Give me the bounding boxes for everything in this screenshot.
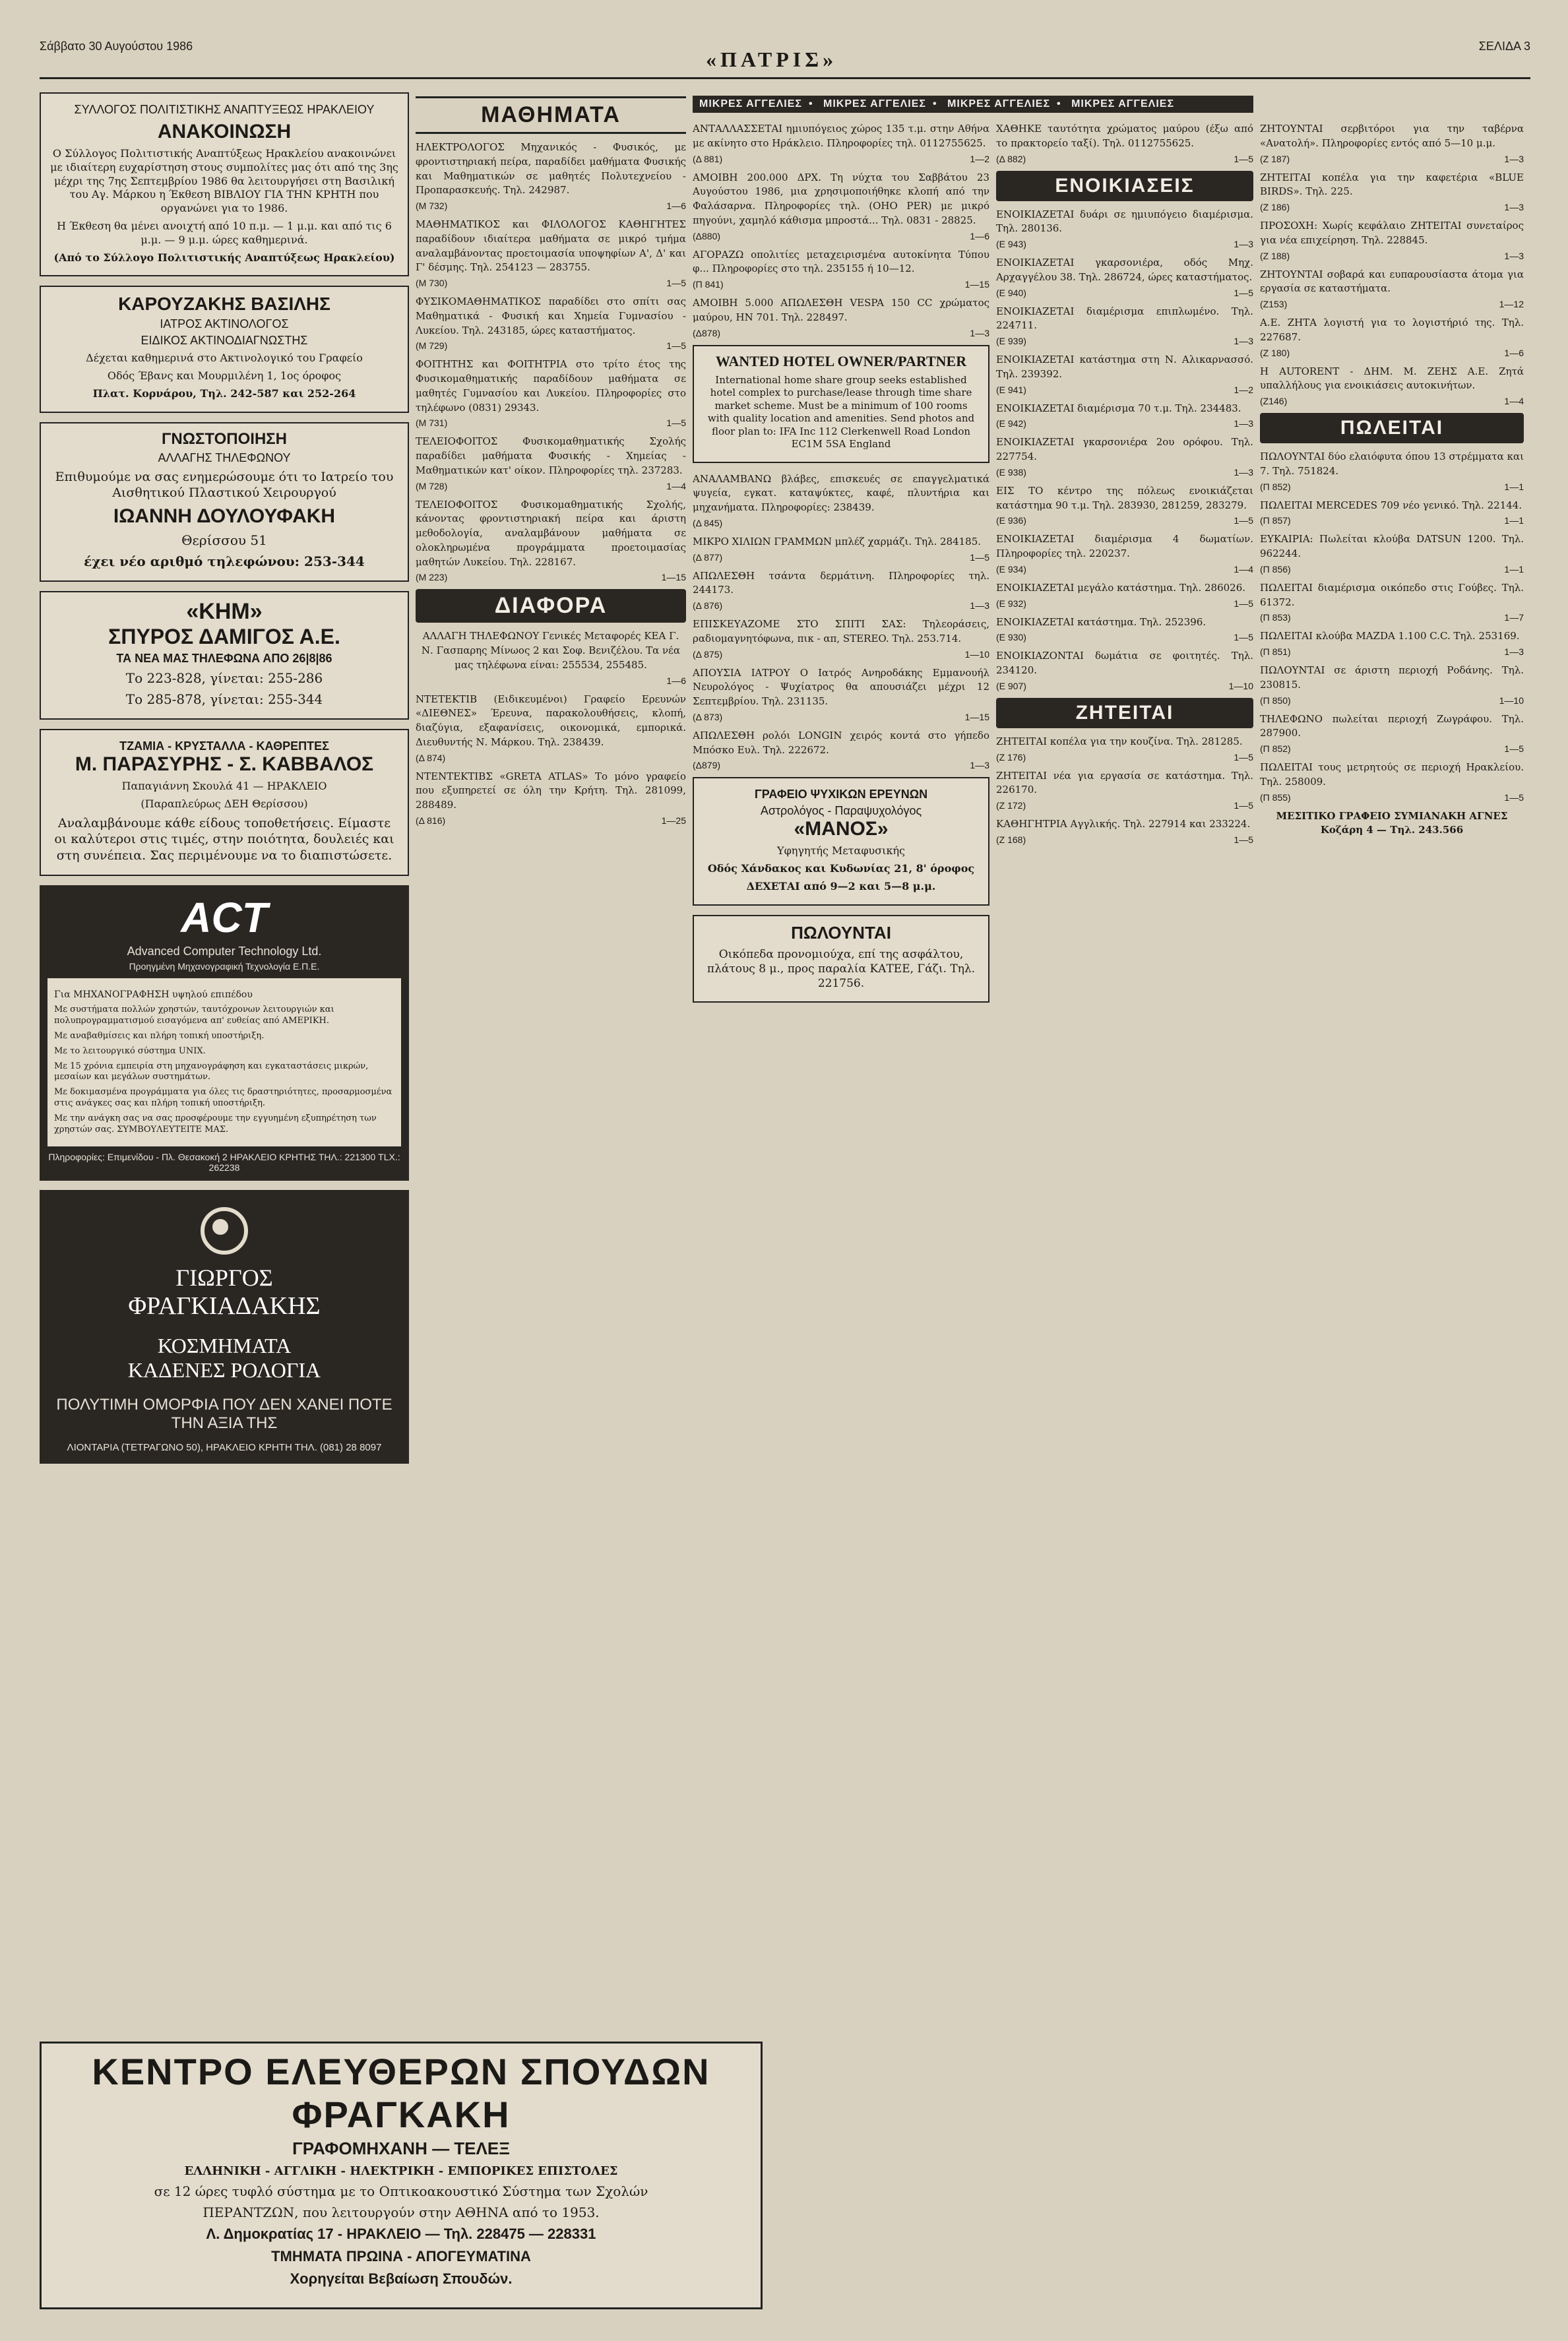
phone-change-sub: ΑΛΛΑΓΗΣ ΤΗΛΕΦΩΝΟΥ xyxy=(158,451,291,464)
act-sub: Προηγμένη Μηχανογραφική Τεχνολογία Ε.Π.Ε. xyxy=(129,960,320,972)
ad-dates: 1—6 xyxy=(970,230,989,241)
ad-dates: 1—2 xyxy=(970,153,989,164)
ad-dates: 1—5 xyxy=(666,340,686,352)
classified-ad xyxy=(693,296,989,338)
ad-dates: 1—5 xyxy=(970,551,989,563)
rental-ad xyxy=(996,305,1253,347)
ad-ref: (Δ 882) xyxy=(996,153,1026,164)
school-brand: ΠΕΡΑΝΤΖΩΝ, που λειτουργούν στην ΑΘΗΝΑ από το 1953. xyxy=(203,2204,600,2220)
ad-ref: (Μ 223) xyxy=(416,572,448,583)
ad-ref: (Π 855) xyxy=(1260,792,1291,803)
ad-ref: (Δ 877) xyxy=(693,551,723,563)
detective-ad-2: ΝΤΕΝΤΕΚΤΙΒΣ «GRETA ATLAS» Το μόνο γραφείο που εξυπηρετεί σε όλη την Κρήτη. Τηλ. 281099, 288489. xyxy=(416,770,686,811)
classified-ad xyxy=(693,666,989,722)
jewellery-address: ΛΙΟΝΤΑΡΙΑ (ΤΕΤΡΑΓΩΝΟ 50), ΗΡΑΚΛΕΙΟ ΚΡΗΤΗ ΤΗΛ. (081) 28 8097 xyxy=(67,1441,382,1453)
act-bullet: Με το λειτουργικό σύστημα UNIX. xyxy=(54,1046,206,1056)
wanted-ad xyxy=(996,817,1253,845)
glass-name: Μ. ΠΑΡΑΣΥΡΗΣ - Σ. ΚΑΒΒΑΛΟΣ xyxy=(75,753,374,776)
jewellery-ad xyxy=(40,1190,409,1464)
wanted-ad xyxy=(1260,122,1524,164)
announcement-box xyxy=(40,92,409,276)
ad-ref: (Ε 930) xyxy=(996,632,1026,643)
math-ad xyxy=(416,498,686,583)
glass-address: Παπαγιάννη Σκουλά 41 — ΗΡΑΚΛΕΙΟ xyxy=(121,780,327,793)
land-sale-ad xyxy=(693,915,989,1003)
ad-text: ΑΜΟΙΒΗ 5.000 ΑΠΩΛΕΣΘΗ VESPA 150 CC χρώματος μαύρου, ΗΝ 701. Τηλ. 228497. xyxy=(693,297,989,323)
jeweller-first-name: ΓΙΩΡΓΟΣ xyxy=(175,1264,273,1291)
act-ad xyxy=(40,885,409,1181)
section-rentals: ΕΝΟΙΚΙΑΣΕΙΣ xyxy=(996,171,1253,201)
ad-text: ΠΩΛΟΥΝΤΑΙ σε άριστη περιοχή Ροδάνης. Τηλ. 230815. xyxy=(1260,664,1524,691)
ad-ref: (Μ 732) xyxy=(416,201,448,211)
ad-text: ΕΙΣ ΤΟ κέντρο της πόλεως ενοικιάζεται κατάστημα 90 τ.μ. Τηλ. 283930, 281259, 283279. xyxy=(996,484,1253,511)
ad-text: ΕΝΟΙΚΙΑΖΕΤΑΙ μεγάλο κατάστημα. Τηλ. 286026. xyxy=(996,581,1246,594)
ad-dates: 1—25 xyxy=(661,815,686,826)
sale-ad xyxy=(1260,532,1524,575)
ad-dates: 1—5 xyxy=(1234,515,1253,526)
ad-text: ΑΝΤΑΛΛΑΣΣΕΤΑΙ ημιυπόγειος χώρος 135 τ.μ. στην Αθήνα με ακίνητο στο Ηράκλειο. Πληροφορίες τηλ. 0112755625. xyxy=(693,123,989,149)
khm-phone-1: Το 223-828, γίνεται: 255-286 xyxy=(125,670,323,687)
phone-change-heading: ΓΝΩΣΤΟΠΟΙΗΣΗ xyxy=(161,429,288,448)
ad-ref: (Ζ 168) xyxy=(996,834,1026,845)
announcement-text: Ο Σύλλογος Πολιτιστικής Αναπτύξεως Ηρακλείου ανακοινώνει με ιδιαίτερη ευχαρίστηση στους συμπολίτες μας ότι από της 3ης μέχρι της 7ης Σεπτεμβρίου 1986 θα λειτουργήσει στη Βασιλική του Αγ. Μάρκου η Έκθεση ΒΙΒΛΙΟΥ ΓΙΑ ΤΗΝ ΚΡΗΤΗ που οργανώνει για το 1986. xyxy=(50,147,398,215)
ad-ref: (Δ 876) xyxy=(693,600,723,611)
ad-ref: (Δ 881) xyxy=(693,153,723,164)
ad-ref: (Ζ 180) xyxy=(1260,347,1290,358)
classified-ad xyxy=(693,617,989,660)
wanted-hotel-ad xyxy=(693,345,989,463)
section-for-sale: ΠΩΛΕΙΤΑΙ xyxy=(1260,413,1524,443)
ad-text: ΖΗΤΟΥΝΤΑΙ σοβαρά και ευπαρουσίαστα άτομα για εργασία σε καταστήματα. xyxy=(1260,268,1524,295)
ad-text: ΠΡΟΣΟΧΗ: Χωρίς κεφάλαιο ΖΗΤΕΙΤΑΙ συνεταίρος για νέα επιχείρηση. Τηλ. 228845. xyxy=(1260,220,1524,246)
classified-ad xyxy=(693,171,989,241)
land-sale-heading: ΠΩΛΟΥΝΤΑΙ xyxy=(791,922,891,943)
ad-text: ΚΑΘΗΓΗΤΡΙΑ Αγγλικής. Τηλ. 227914 και 233224. xyxy=(996,818,1251,830)
psychic-name: «ΜΑΝΟΣ» xyxy=(794,818,889,840)
rental-ad xyxy=(996,208,1253,250)
psychic-address: Οδός Χάνδακος και Κυδωνίας 21, 8' όροφος xyxy=(707,862,975,875)
ad-ref: (Δ 816) xyxy=(416,815,446,826)
ad-dates: 1—1 xyxy=(1504,563,1524,575)
math-ad xyxy=(416,358,686,428)
announcement-signature: (Από το Σύλλογο Πολιτιστικής Αναπτύξεως Ηρακλείου) xyxy=(53,251,395,264)
column-1 xyxy=(40,92,409,1473)
ad-text: ΕΥΚΑΙΡΙΑ: Πωλείται κλούβα DATSUN 1200. Τηλ. 962244. xyxy=(1260,533,1524,559)
ad-ref: (Ε 941) xyxy=(996,384,1026,395)
glass-title: ΤΖΑΜΙΑ - ΚΡΥΣΤΑΛΛΑ - ΚΑΘΡΕΠΤΕΣ xyxy=(119,739,329,753)
act-bullet: Με την ανάγκη σας να σας προσφέρουμε την εγγυημένη εξυπηρέτηση των χρηστών σας. ΣΥΜΒΟΥΛΕΥΤΕΙΤΕ ΜΑΣ. xyxy=(54,1113,377,1135)
phone-change-ad xyxy=(40,422,409,582)
column-3 xyxy=(693,122,989,1012)
banner-label: ΜΙΚΡΕΣ ΑΓΓΕΛΙΕΣ xyxy=(823,98,927,109)
act-bullet: Με 15 χρόνια εμπειρία στη μηχανογράφηση και εγκαταστάσεις μικρών, μεσαίων και μεγάλων συστημάτων. xyxy=(54,1061,369,1082)
wanted-ad xyxy=(1260,268,1524,310)
ad-text: ΠΩΛΕΙΤΑΙ MERCEDES 709 νέο γενικό. Τηλ. 22144. xyxy=(1260,499,1522,511)
classified-ad xyxy=(693,729,989,771)
ad-dates: 1—5 xyxy=(1234,834,1253,845)
doctor-ad xyxy=(40,286,409,412)
ad-text: ΕΝΟΙΚΙΑΖΟΝΤΑΙ δωμάτια σε φοιτητές. Τηλ. 234120. xyxy=(996,650,1253,676)
ad-dates: 1—15 xyxy=(964,279,989,290)
ad-dates: 1—10 xyxy=(1228,680,1253,691)
ad-text: ΕΝΟΙΚΙΑΖΕΤΑΙ γκαρσονιέρα, οδός Μηχ. Αρχαγγέλου 38. Τηλ. 286724, ώρες καταστήματος. xyxy=(996,257,1253,283)
psychic-desc: Υφηγητής Μεταφυσικής xyxy=(777,844,905,858)
ad-ref: (Ζ 186) xyxy=(1260,202,1290,212)
khm-title: «ΚΗΜ» xyxy=(186,599,263,625)
column-2 xyxy=(416,92,686,832)
ad-text: ΗΛΕΚΤΡΟΛΟΓΟΣ Μηχανικός - Φυσικός, με φροντιστηριακή πείρα, παραδίδει μαθήματα Φυσικής και Μαθηματικών σε μαθητές Πολυτεχνείου - Προπαρασκευής. Τηλ. 242987. xyxy=(416,141,686,197)
rental-ad xyxy=(996,581,1253,609)
ad-ref: (Ε 936) xyxy=(996,515,1026,526)
rental-ad xyxy=(996,649,1253,691)
ad-ref: (Δ 875) xyxy=(693,648,723,660)
ad-ref: (Ε 942) xyxy=(996,418,1026,429)
ad-ref: (Ζ153) xyxy=(1260,299,1288,309)
ad-dates: 1—4 xyxy=(1234,563,1253,575)
wanted-ad xyxy=(996,769,1253,811)
school-sub: ΓΡΑΦΟΜΗΧΑΝΗ — ΤΕΛΕΞ xyxy=(292,2138,510,2158)
ad-dates: 1—3 xyxy=(1504,153,1524,164)
ad-dates: 1—5 xyxy=(1234,153,1253,164)
ad-ref: (Ε 938) xyxy=(996,466,1026,478)
act-bullet: Με δοκιμασμένα προγράμματα για όλες τις δραστηριότητες, προσαρμοσμένα στις ανάγκες σας και πλήρη τοπική υποστήριξη. xyxy=(54,1087,392,1109)
school-times: ΤΜΗΜΑΤΑ ΠΡΩΙΝΑ - ΑΠΟΓΕΥΜΑΤΙΝΑ xyxy=(271,2248,531,2264)
psychic-sub: Αστρολόγος - Παραψυχολόγος xyxy=(760,804,922,818)
ad-ref: (Δ 874) xyxy=(416,752,446,763)
detective-ad: ΝΤΕΤΕΚΤΙΒ (Ειδικευμένοι) Γραφείο Ερευνών «ΔΙΕΘΝΕΣ» Έρευνα, παρακολουθήσεις, κλοπή, διαζύγια, εξαφανίσεις, οικονομικά, εμπορικά. Διευθυντής Ν. Μάρκου. Τηλ. 238439. xyxy=(416,693,686,748)
ad-text: ΖΗΤΟΥΝΤΑΙ σερβιτόροι για την ταβέρνα «Ανατολή». Πληροφορίες εντός από 5—10 μ.μ. xyxy=(1260,123,1524,149)
phone-change-notice: ΑΛΛΑΓΗ ΤΗΛΕΦΩΝΟΥ Γενικές Μεταφορές ΚΕΑ Γ. Ν. Γασπαρης Μίνωος 2 και Σοφ. Βενιζέλου. Τα νέα μας τηλέφωνα είναι: 255534, 255485. xyxy=(421,630,681,671)
ad-dates: 1—1 xyxy=(1504,515,1524,526)
classified-ad xyxy=(693,535,989,563)
wanted-ad xyxy=(1260,316,1524,358)
math-ad xyxy=(416,218,686,288)
classified-ad xyxy=(693,122,989,164)
ad-dates: 1—10 xyxy=(1499,695,1524,706)
wanted-heading: WANTED HOTEL OWNER/PARTNER xyxy=(715,352,967,369)
ad-text: ΤΕΛΕΙΟΦΟΙΤΟΣ Φυσικομαθηματικής Σχολής παραδίδει μαθήματα Φυσικής - Χημείας - Μαθηματικών κατ' οίκον. Πληροφορίες τηλ. 237283. xyxy=(416,435,686,476)
psychic-ad xyxy=(693,777,989,905)
issue-date: Σάββατο 30 Αυγούστου 1986 xyxy=(40,40,193,53)
ad-text: ΕΝΟΙΚΙΑΖΕΤΑΙ διαμέρισμα επιπλωμένο. Τηλ. 224711. xyxy=(996,305,1253,332)
ad-ref: (Π 856) xyxy=(1260,563,1291,575)
glass-ad xyxy=(40,729,409,876)
ad-ref: (Π 852) xyxy=(1260,743,1291,754)
act-logo: ACT xyxy=(181,893,268,941)
jewellery-slogan: ΠΟΛΥΤΙΜΗ ΟΜΟΡΦΙΑ ΠΟΥ ΔΕΝ ΧΑΝΕΙ ΠΟΤΕ ΤΗΝ ΑΞΙΑ ΤΗΣ xyxy=(56,1395,392,1432)
sale-ad xyxy=(1260,809,1524,838)
sale-ad xyxy=(1260,629,1524,657)
header-rule xyxy=(40,77,1530,79)
ad-dates: 1—2 xyxy=(1234,384,1253,395)
ad-text: ΧΑΘΗΚΕ ταυτότητα χρώματος μαύρου (έξω από το πρακτορείο ταξί). Τηλ. 0112755625. xyxy=(996,123,1253,149)
ad-dates: 1—1 xyxy=(1504,481,1524,492)
ad-dates: 1—5 xyxy=(1234,598,1253,609)
jewellery-line-2: ΚΑΔΕΝΕΣ ΡΟΛΟΓΙΑ xyxy=(127,1358,321,1382)
section-math: ΜΑΘΗΜΑΤΑ xyxy=(416,96,686,134)
ad-dates: 1—3 xyxy=(1504,250,1524,261)
column-4 xyxy=(996,122,1253,852)
jewellery-line-1: ΚΟΣΜΗΜΑΤΑ xyxy=(157,1333,292,1358)
khm-ad xyxy=(40,591,409,720)
khm-sub: ΤΑ ΝΕΑ ΜΑΣ ΤΗΛΕΦΩΝΑ ΑΠΟ 26|8|86 xyxy=(116,652,332,666)
announcement-hours: Η Έκθεση θα μένει ανοιχτή από 10 π.μ. — 1 μ.μ. και από τις 6 μ.μ. — 9 μ.μ. ώρες καθημερινά. xyxy=(57,219,392,246)
phone-change-text: Επιθυμούμε να σας ενημερώσουμε ότι το Ιατρείο του Αισθητικού Πλαστικού Χειρουργού xyxy=(55,469,394,501)
classified-ad xyxy=(996,122,1253,164)
ad-ref: (Δ878) xyxy=(693,327,721,338)
psychic-hours: ΔΕΧΕΤΑΙ από 9—2 και 5—8 μ.μ. xyxy=(746,879,936,892)
ad-text: ΜΕΣΙΤΙΚΟ ΓΡΑΦΕΙΟ ΣΥΜΙΑΝΑΚΗ ΑΓΝΕΣ Κοζάρη 4 — Τηλ. 243.566 xyxy=(1276,809,1508,836)
ad-ref: (Ε 934) xyxy=(996,563,1026,575)
ad-text: H AUTORENT - ΔΗΜ. Μ. ΖΕΗΣ Α.Ε. Ζητά υπαλλήλους για ενοικιάσεις αυτοκινήτων. xyxy=(1260,365,1524,392)
ad-text: ΤΕΛΕΙΟΦΟΙΤΟΣ Φυσικομαθηματικής Σχολής, κάνοντας φροντιστηριακή πείρα και άριστη μεθοδολογία, αναλαμβάνουν μαθήματα σε ολοκληρωμένα προγράμματα προετοιμασίας μαθητών Λυκείου. Τηλ. 228167. xyxy=(416,498,686,568)
doctor-name: ΚΑΡΟΥΖΑΚΗΣ ΒΑΣΙΛΗΣ xyxy=(118,294,330,315)
ad-text: ΠΩΛΕΙΤΑΙ κλούβα MAZDA 1.100 C.C. Τηλ. 253169. xyxy=(1260,630,1520,642)
act-bullet: Με αναβαθμίσεις και πλήρη τοπική υποστήριξη. xyxy=(54,1030,265,1041)
ad-ref: (Δ 873) xyxy=(693,711,723,722)
doctor-phone: Πλατ. Κορνάρου, Τηλ. 242-587 και 252-264 xyxy=(92,387,356,400)
assoc-title: ΣΥΛΛΟΓΟΣ ΠΟΛΙΤΙΣΤΙΚΗΣ ΑΝΑΠΤΥΞΕΩΣ ΗΡΑΚΛΕΙΟΥ xyxy=(74,103,375,116)
school-address: Λ. Δημοκρατίας 17 - ΗΡΑΚΛΕΙΟ — Τηλ. 228475 — 228331 xyxy=(206,2226,596,2242)
ad-ref: (Π 850) xyxy=(1260,695,1291,706)
ad-dates: 1—6 xyxy=(1504,347,1524,358)
doctor-specialty: ΕΙΔΙΚΟΣ ΑΚΤΙΝΟΔΙΑΓΝΩΣΤΗΣ xyxy=(141,334,308,348)
ad-ref: (Π 852) xyxy=(1260,481,1291,492)
ad-text: ΠΩΛΕΙΤΑΙ τους μετρητούς σε περιοχή Ηρακλείου. Τηλ. 258009. xyxy=(1260,761,1524,788)
act-intro: Για ΜΗΧΑΝΟΓΡΑΦΗΣΗ υψηλού επιπέδου xyxy=(54,989,253,1000)
surgeon-address: Θερίσσου 51 xyxy=(181,532,267,549)
ad-text: ΠΩΛΕΙΤΑΙ διαμέρισμα οικόπεδο στις Γούβες. Τηλ. 61372. xyxy=(1260,581,1524,608)
wanted-ad xyxy=(996,735,1253,763)
ad-dates: 1—5 xyxy=(1504,743,1524,754)
ad-dates: 1—10 xyxy=(964,648,989,660)
rental-ad xyxy=(996,256,1253,298)
ad-dates: 1—3 xyxy=(1234,239,1253,249)
ad-ref: (Ζ146) xyxy=(1260,396,1288,406)
math-ad xyxy=(416,140,686,211)
ad-text: ΦΟΙΤΗΤΗΣ και ΦΟΙΤΗΤΡΙΑ στο τρίτο έτος της Φυσικομαθηματικής παραδίδουν μαθήματα σε μαθητές Γυμνασίου και Λυκείου. Πληροφορίες στο τηλέφωνο (0831) 29343. xyxy=(416,358,686,414)
act-bullet: Με συστήματα πολλών χρηστών, ταυτόχρονων λειτουργιών και πολυπρογραμματισμού εισαγόμενα απ' ευθείας από ΑΜΕΡΙΚΗ. xyxy=(54,1004,334,1026)
ad-text: ΠΩΛΟΥΝΤΑΙ δύο ελαιόφυτα όπου 13 στρέμματα και 7. Τηλ. 751824. xyxy=(1260,451,1524,477)
ad-dates: 1—3 xyxy=(1234,336,1253,346)
wanted-ad xyxy=(1260,219,1524,261)
ad-text: ΑΓΟΡΑΖΩ οπολιτίες μεταχειρισμένα αυτοκίνητα Τύπου φ... Πληροφορίες στο τηλ. 235155 ή 10—12. xyxy=(693,248,989,275)
jeweller-surname: ΦΡΑΓΚΙΑΔΑΚΗΣ xyxy=(128,1292,321,1320)
surgeon-name: ΙΩΑΝΝΗ ΔΟΥΛΟΥΦΑΚΗ xyxy=(113,505,336,528)
ad-text: ΕΝΟΙΚΙΑΖΕΤΑΙ δυάρι σε ημιυπόγειο διαμέρισμα. Τηλ. 280136. xyxy=(996,208,1253,235)
ad-ref: (Ζ 188) xyxy=(1260,250,1290,261)
ad-text: ΜΙΚΡΟ ΧΙΛΙΩΝ ΓΡΑΜΜΩΝ μπλέζ χαρμάζι. Τηλ. 284185. xyxy=(693,535,982,547)
ad-text: ΕΝΟΙΚΙΑΖΕΤΑΙ γκαρσονιέρα 2ου ορόφου. Τηλ. 227754. xyxy=(996,436,1253,462)
ad-dates: 1—15 xyxy=(964,711,989,722)
ad-dates: 1—5 xyxy=(1234,751,1253,763)
doctor-title: ΙΑΤΡΟΣ ΑΚΤΙΝΟΛΟΓΟΣ xyxy=(160,317,289,331)
ad-ref: (Ε 907) xyxy=(996,680,1026,691)
rental-ad xyxy=(996,615,1253,643)
math-ad xyxy=(416,435,686,491)
ad-dates: 1—4 xyxy=(666,480,686,491)
ad-text: ΑΠΟΥΣΙΑ ΙΑΤΡΟΥ Ο Ιατρός Ανηροδάκης Εμμανουήλ Νευρολόγος - Ψυχίατρος θα απουσιάζει μέχρι 12 Σεπτεμβρίου. Τηλ. 231135. xyxy=(693,666,989,707)
math-ad xyxy=(416,295,686,351)
section-wanted: ΖΗΤΕΙΤΑΙ xyxy=(996,698,1253,728)
doctor-address: Οδός Έβανς και Μουρμιλένη 1, 1ος όροφος xyxy=(107,369,342,383)
rental-ad xyxy=(996,484,1253,526)
classified-ad xyxy=(693,472,989,528)
ad-ref: (Ζ 176) xyxy=(996,751,1026,763)
khm-name: ΣΠΥΡΟΣ ΔΑΜΙΓΟΣ Α.Ε. xyxy=(108,625,340,649)
ad-text: ΕΝΟΙΚΙΑΖΕΤΑΙ κατάστημα. Τηλ. 252396. xyxy=(996,615,1207,628)
sale-ad xyxy=(1260,712,1524,755)
ad-text: ΑΝΑΛΑΜΒΑΝΩ βλάβες, επισκευές σε επαγγελματικά ψυγεία, εγκατ. καταψύκτες, καφέ, πλυντήρια και μηχανήματα. Πληροφορίες: 238439. xyxy=(693,472,989,513)
banner-label: ΜΙΚΡΕΣ ΑΓΓΕΛΙΕΣ xyxy=(699,98,802,109)
ad-ref: (Ε 932) xyxy=(996,598,1026,609)
ad-text: ΑΠΩΛΕΣΘΗ τσάντα δερμάτινη. Πληροφορίες τηλ. 244173. xyxy=(693,569,989,596)
sale-ad xyxy=(1260,450,1524,492)
land-sale-text: Οικόπεδα προνομιούχα, επί της ασφάλτου, πλάτους 8 μ., προς παραλία ΚΑΤΕΕ, Γάζι. Τηλ. 221756. xyxy=(706,947,976,990)
act-contact: Πληροφορίες: Επιμενίδου - Πλ. Θεσακοκή 2 ΗΡΑΚΛΕΙΟ ΚΡΗΤΗΣ ΤΗΛ.: 221300 TLX.: 262238 xyxy=(48,1151,400,1173)
glass-sub: (Παραπλεύρως ΔΕΗ Θερίσσου) xyxy=(141,797,308,810)
wanted-text: International home share group seeks established hotel complex to purchase/lease through time share market scheme. Must be a minimum of 100 rooms with quality location and amenities. Send photos and floor plan to: IFA Inc 112 Clerkenwell Road London EC1M 5SA England xyxy=(707,373,975,450)
ad-ref: (Μ 730) xyxy=(416,278,448,288)
wanted-ad xyxy=(1260,365,1524,407)
ad-text: ΕΠΙΣΚΕΥΑΖΟΜΕ ΣΤΟ ΣΠΙΤΙ ΣΑΣ: Τηλεοράσεις, ραδιομαγνητόφωνα, πικ - απ, STEREO. Τηλ. 253.714. xyxy=(693,618,989,644)
ad-dates: 1—5 xyxy=(1234,632,1253,643)
ad-text: ΕΝΟΙΚΙΑΖΕΤΑΙ διαμέρισμα 70 τ.μ. Τηλ. 234483. xyxy=(996,402,1241,414)
school-method: σε 12 ώρες τυφλό σύστημα με το Οπτικοακουστικό Σύστημα των Σχολών xyxy=(154,2183,648,2199)
ad-ref: (Δ879) xyxy=(693,760,721,771)
ad-text: ΤΗΛΕΦΩΝΟ πωλείται περιοχή Ζωγράφου. Τηλ. 287900. xyxy=(1260,712,1524,739)
section-banner: ΜΙΚΡΕΣ ΑΓΓΕΛΙΕΣ • ΜΙΚΡΕΣ ΑΓΓΕΛΙΕΣ • ΜΙΚΡΕΣ ΑΓΓΕΛΙΕΣ • ΜΙΚΡΕΣ ΑΓΓΕΛΙΕΣ xyxy=(693,96,1253,113)
rental-ad xyxy=(996,402,1253,429)
ad-dates: 1—4 xyxy=(1504,396,1524,406)
school-ad xyxy=(40,2042,763,2309)
ad-dates: 1—3 xyxy=(970,600,989,611)
ad-ref: (Δ 845) xyxy=(693,517,723,528)
ad-ref: (Π 841) xyxy=(693,279,724,290)
ad-text: ΕΝΟΙΚΙΑΖΕΤΑΙ κατάστημα στη Ν. Αλικαρνασσό. Τηλ. 239392. xyxy=(996,354,1253,380)
rental-ad xyxy=(996,532,1253,575)
ad-ref: (Ζ 172) xyxy=(996,800,1026,811)
ad-text: ΜΑΘΗΜΑΤΙΚΟΣ και ΦΙΛΟΛΟΓΟΣ ΚΑΘΗΓΗΤΕΣ παραδίδουν ιδιαίτερα μαθήματα σε μικρό τμήμα αναλαμβάνοντας προετοιμασία υποψηφίων Α', Δ' και Γ' δέσμης. Τηλ. 254123 — 283755. xyxy=(416,218,686,274)
ad-ref: (Π 853) xyxy=(1260,612,1291,623)
wanted-ad xyxy=(1260,171,1524,213)
ad-text: ΑΜΟΙΒΗ 200.000 ΔΡΧ. Τη νύχτα του Σαββάτου 23 Αυγούστου 1986, μια χρησιμοποιήθηκε κλοπή από την Φαλάσαρνα. Πληροφορίες τηλ. (ΟΗΟ PER) με μικρό πηγούνι, χαμηλό κάθισμα μπροστά... Τηλ. 0831 - 28825. xyxy=(693,171,989,226)
rental-ad xyxy=(996,353,1253,395)
page-number: ΣΕΛΙΔΑ 3 xyxy=(1478,40,1530,53)
ad-text: ΦΥΣΙΚΟΜΑΘΗΜΑΤΙΚΟΣ παραδίδει στο σπίτι σας Μαθηματικά - Φυσική και Χημεία Γυμνασίου - Λυκείου. Τηλ. 243185, ώρες καταστήματος. xyxy=(416,296,686,336)
jeweller-logo-icon xyxy=(201,1207,248,1255)
ad-dates: 1—5 xyxy=(666,418,686,429)
ad-dates: 1—3 xyxy=(1234,418,1253,429)
ad-ref: (Μ 729) xyxy=(416,340,448,352)
ad-dates: 1—7 xyxy=(1504,612,1524,623)
classified-ad xyxy=(693,248,989,290)
ad-ref: (Ε 939) xyxy=(996,336,1026,346)
section-misc: ΔΙΑΦΟΡΑ xyxy=(416,589,686,623)
banner-label: ΜΙΚΡΕΣ ΑΓΓΕΛΙΕΣ xyxy=(947,98,1051,109)
banner-label: ΜΙΚΡΕΣ ΑΓΓΕΛΙΕΣ xyxy=(1071,98,1175,109)
ad-dates: 1—5 xyxy=(1234,287,1253,298)
ad-ref: (Ε 943) xyxy=(996,239,1026,249)
classified-ad xyxy=(693,569,989,611)
psychic-heading: ΓΡΑΦΕΙΟ ΨΥΧΙΚΩΝ ΕΡΕΥΝΩΝ xyxy=(754,788,928,801)
ad-dates: 1—3 xyxy=(1234,466,1253,478)
rental-ad xyxy=(996,435,1253,478)
sale-ad xyxy=(1260,499,1524,526)
ad-text: ΕΝΟΙΚΙΑΖΕΤΑΙ διαμέρισμα 4 δωματίων. Πληροφορίες τηλ. 220237. xyxy=(996,533,1253,559)
ad-ref: (Μ 731) xyxy=(416,418,448,429)
ad-dates: 1—3 xyxy=(1504,202,1524,212)
sale-ad xyxy=(1260,664,1524,706)
ad-dates: 1—12 xyxy=(1499,299,1524,309)
page-header xyxy=(40,33,1530,79)
khm-phone-2: Το 285-878, γίνεται: 255-344 xyxy=(125,691,323,708)
ad-text: ΑΠΩΛΕΣΘΗ ρολόι LONGIN χειρός κοντά στο γήπεδο Μπόσκο Ευλ. Τηλ. 222672. xyxy=(693,729,989,756)
ad-text: Α.Ε. ΖΗΤΑ λογιστή για το λογιστήριό της. Τηλ. 227687. xyxy=(1260,317,1524,343)
ad-ref: (Δ880) xyxy=(693,230,721,241)
doctor-text: Δέχεται καθημερινά στο Ακτινολογικό του Γραφείο xyxy=(86,352,363,365)
ad-dates: 1—3 xyxy=(970,760,989,771)
ad-dates: 1—15 xyxy=(661,572,686,583)
ad-dates: 1—6 xyxy=(666,675,686,686)
school-cert: Χορηγείται Βεβαίωση Σπουδών. xyxy=(290,2270,513,2287)
ad-dates: 1—3 xyxy=(970,327,989,338)
ad-dates: 1—5 xyxy=(1234,800,1253,811)
act-name: Advanced Computer Technology Ltd. xyxy=(127,944,322,958)
ad-dates: 1—3 xyxy=(1504,646,1524,657)
sale-ad xyxy=(1260,581,1524,623)
school-subjects: ΕΛΛΗΝΙΚΗ - ΑΓΓΛΙΚΗ - ΗΛΕΚΤΡΙΚΗ - ΕΜΠΟΡΙΚΕΣ ΕΠΙΣΤΟΛΕΣ xyxy=(184,2164,618,2178)
school-title: ΚΕΝΤΡΟ ΕΛΕΥΘΕΡΩΝ ΣΠΟΥΔΩΝ ΦΡΑΓΚΑΚΗ xyxy=(92,2051,710,2135)
ad-text: ΖΗΤΕΙΤΑΙ νέα για εργασία σε κατάστημα. Τηλ. 226170. xyxy=(996,769,1253,796)
announcement-heading: ΑΝΑΚΟΙΝΩΣΗ xyxy=(157,121,292,142)
masthead: «ΠΑΤΡΙΣ» xyxy=(706,47,838,71)
ad-text: ΖΗΤΕΙΤΑΙ κοπέλα για την καφετέρια «BLUE BIRDS». Τηλ. 225. xyxy=(1260,171,1524,198)
ad-ref: (Μ 728) xyxy=(416,480,448,491)
surgeon-phone: έχει νέο αριθμό τηλεφώνου: 253-344 xyxy=(84,553,365,570)
ad-dates: 1—5 xyxy=(666,278,686,288)
glass-text: Αναλαμβάνουμε κάθε είδους τοποθετήσεις. Είμαστε οι καλύτεροι στις τιμές, στην ποιότητα, δουλειές και στη συνέπεια. Σας περιμένουμε να το διαπιστώσετε. xyxy=(54,815,394,863)
ad-ref: (Ε 940) xyxy=(996,287,1026,298)
sale-ad xyxy=(1260,761,1524,803)
ad-dates: 1—5 xyxy=(1504,792,1524,803)
column-5 xyxy=(1260,122,1524,840)
ad-ref: (Π 851) xyxy=(1260,646,1291,657)
ad-dates: 1—6 xyxy=(666,201,686,211)
ad-ref: (Π 857) xyxy=(1260,515,1291,526)
ad-ref: (Ζ 187) xyxy=(1260,153,1290,164)
ad-text: ΖΗΤΕΙΤΑΙ κοπέλα για την κουζίνα. Τηλ. 281285. xyxy=(996,735,1243,747)
